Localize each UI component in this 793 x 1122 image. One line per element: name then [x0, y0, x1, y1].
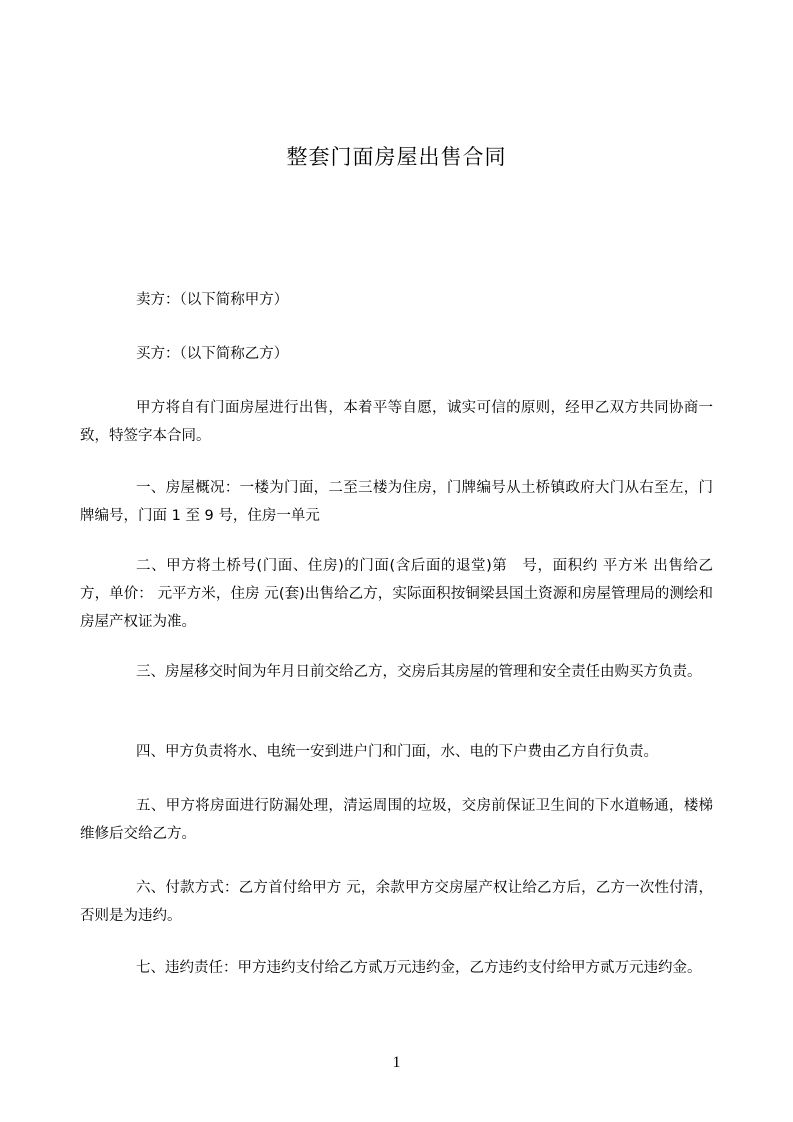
clause-7-paragraph: 七、违约责任：甲方违约支付给乙方贰万元违约金，乙方违约支付给甲方贰万元违约金。 [136, 960, 702, 976]
clause-3-paragraph: 三、房屋移交时间为年月日前交给乙方，交房后其房屋的管理和安全责任由购买方负责。 [136, 664, 702, 680]
document-title: 整套门面房屋出售合同 [286, 145, 507, 169]
clause-2-paragraph: 二、甲方将土桥号(门面、住房)的门面(含后面的退堂)第 号，面积约 平方米 出售给乙方，单价： 元平方米，住房 元(套)出售给乙方，实际面积按铜梁县国土资源和房屋管理局的测绘和房屋产权证为准。 [80, 558, 713, 630]
clause-4-paragraph: 四、甲方负责将水、电统一安到进户门和门面，水、电的下户费由乙方自行负责。 [136, 744, 658, 760]
clause-6-paragraph: 六、付款方式：乙方首付给甲方 元，余款甲方交房屋产权让给乙方后，乙方一次性付清，否则是为违约。 [80, 880, 713, 924]
clause-1-paragraph: 一、房屋概况：一楼为门面，二至三楼为住房，门牌编号从土桥镇政府大门从右至左，门牌编号，门面 1 至 9 号，住房一单元 [80, 480, 713, 524]
clause-5-paragraph: 五、甲方将房面进行防漏处理，清运周围的垃圾，交房前保证卫生间的下水道畅通，楼梯维修后交给乙方。 [80, 798, 713, 842]
buyer-line: 买方：（以下简称乙方） [136, 346, 289, 362]
seller-line: 卖方：（以下简称甲方） [136, 292, 289, 308]
intro-paragraph: 甲方将自有门面房屋进行出售，本着平等自愿，诚实可信的原则，经甲乙双方共同协商一致，特签字本合同。 [80, 400, 713, 444]
page-number: 1 [392, 1054, 401, 1071]
